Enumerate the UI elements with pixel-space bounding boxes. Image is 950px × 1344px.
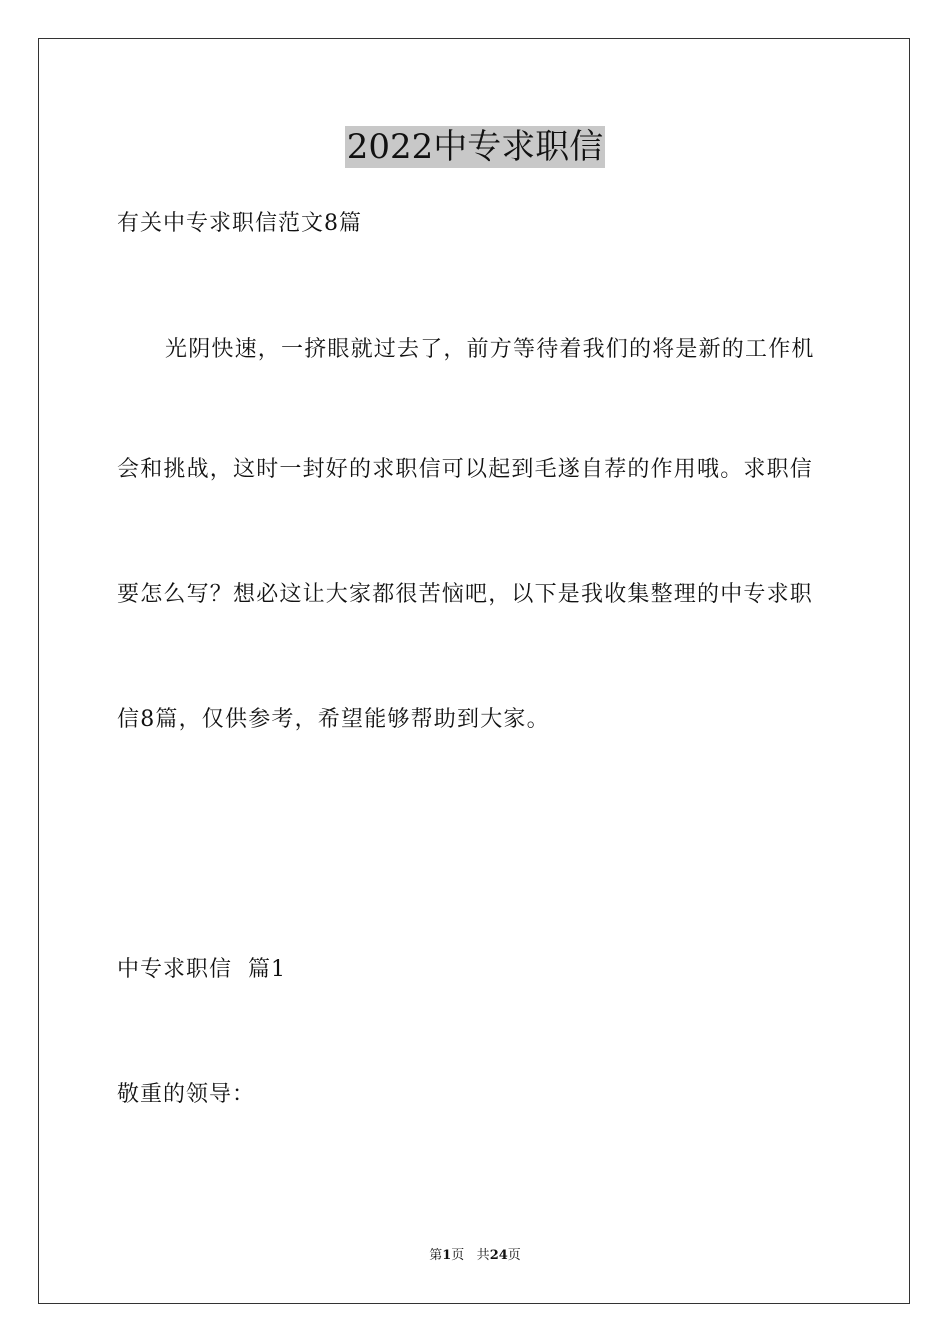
- page-number: 1: [442, 1248, 452, 1263]
- intro-line-4: 信8篇，仅供参考，希望能够帮助到大家。: [117, 707, 550, 732]
- letter-greeting: 敬重的领导：: [117, 1082, 256, 1107]
- document-title: 2022中专求职信: [346, 127, 604, 167]
- intro-line-1: 光阴快速，一挤眼就过去了，前方等待着我们的将是新的工作机: [165, 337, 815, 362]
- page-footer: [0, 1247, 950, 1265]
- section-heading: 中专求职信 篇1: [117, 957, 286, 982]
- page-suffix: 页: [451, 1248, 465, 1263]
- intro-line-3: 要怎么写？想必这让大家都很苦恼吧，以下是我收集整理的中专求职: [117, 582, 814, 607]
- page-prefix: 第: [429, 1248, 443, 1263]
- document-subtitle: 有关中专求职信范文8篇: [117, 211, 362, 236]
- total-pages: 24: [489, 1248, 508, 1263]
- total-prefix: 共: [476, 1248, 490, 1263]
- title-container: [0, 126, 950, 168]
- total-suffix: 页: [507, 1248, 521, 1263]
- intro-line-2: 会和挑战，这时一封好的求职信可以起到毛遂自荐的作用哦。求职信: [117, 457, 814, 482]
